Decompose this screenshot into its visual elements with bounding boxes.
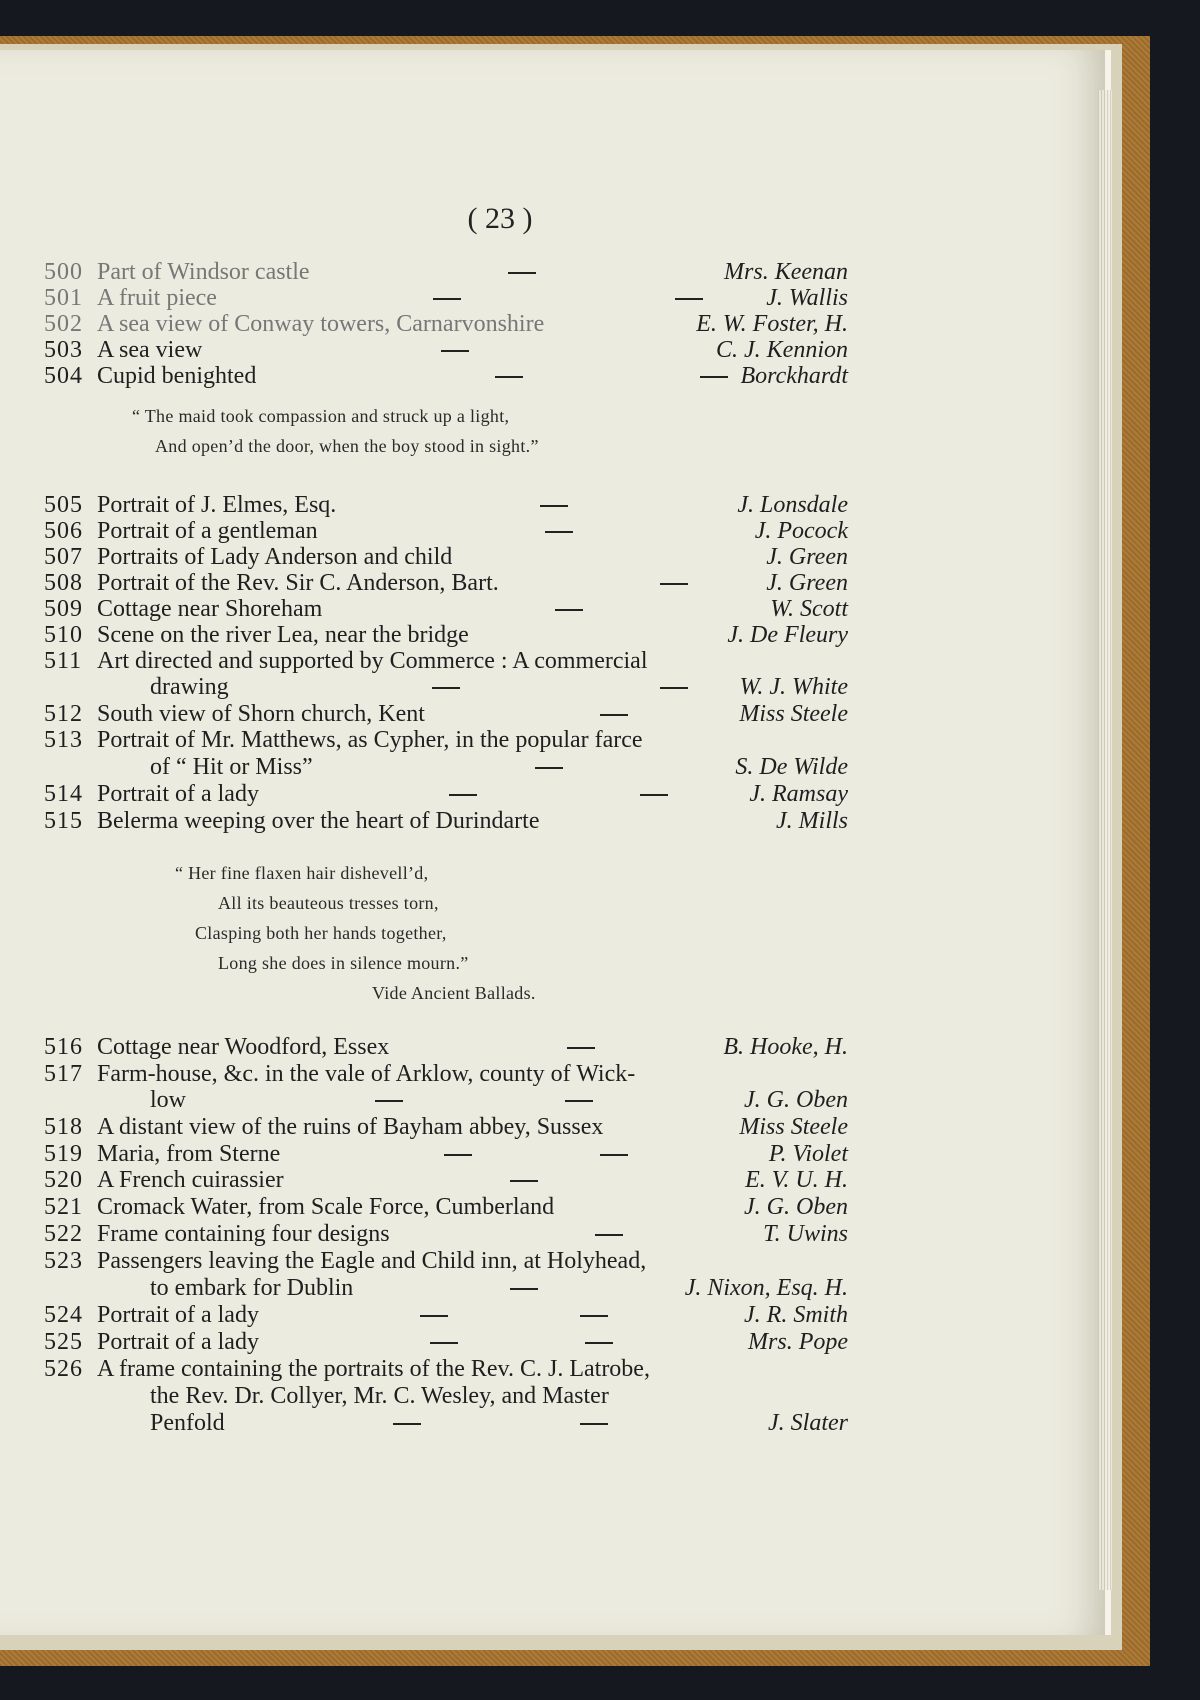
dash <box>540 505 568 507</box>
quote-504-line1: “ The maid took compassion and struck up a light, <box>132 406 510 426</box>
dash <box>580 1423 608 1425</box>
entry-number: 526 <box>44 1356 83 1382</box>
entry-title: Art directed and supported by Commerce : A commercial <box>97 648 648 674</box>
entry-504 <box>0 362 1100 390</box>
entry-526-continued-2 <box>0 1409 1100 1437</box>
dash <box>433 298 461 300</box>
entry-number: 508 <box>44 570 83 596</box>
entry-title: Portraits of Lady Anderson and child <box>97 544 453 570</box>
entry-510 <box>0 621 1100 649</box>
entry-title: Portrait of Mr. Matthews, as Cypher, in the popular farce <box>97 727 643 753</box>
quote-515-line2: All its beauteous tresses torn, <box>218 893 439 913</box>
entry-artist: P. Violet <box>768 1141 848 1167</box>
dash <box>449 794 477 796</box>
entry-title: Cottage near Woodford, Essex <box>97 1034 390 1060</box>
page-edge <box>1098 90 1112 1590</box>
entry-title: Cottage near Shoreham <box>97 596 323 622</box>
entry-title: A sea view <box>97 337 203 363</box>
dash <box>495 376 523 378</box>
entry-artist: Miss Steele <box>739 1114 848 1140</box>
entry-501 <box>0 284 1100 312</box>
entry-524 <box>0 1301 1100 1329</box>
entry-515 <box>0 807 1100 835</box>
entry-number: 515 <box>44 808 83 834</box>
entry-title: Portrait of a gentleman <box>97 518 318 544</box>
entry-518 <box>0 1113 1100 1141</box>
entry-502 <box>0 310 1100 338</box>
entry-number: 511 <box>44 648 83 674</box>
dash <box>567 1047 595 1049</box>
entry-title-continued: the Rev. Dr. Collyer, Mr. C. Wesley, and Master <box>150 1383 609 1409</box>
entry-title: Frame containing four designs <box>97 1221 390 1247</box>
entry-517 <box>0 1060 1100 1088</box>
dash <box>535 767 563 769</box>
dash <box>444 1154 472 1156</box>
entry-509 <box>0 595 1100 623</box>
entry-number: 525 <box>44 1329 83 1355</box>
entry-503 <box>0 336 1100 364</box>
dash <box>432 687 460 689</box>
entry-number: 514 <box>44 781 83 807</box>
quote-515-line3: Clasping both her hands together, <box>195 923 447 943</box>
entry-artist: J. Ramsay <box>749 781 848 807</box>
entry-title: Portrait of a lady <box>97 1302 259 1328</box>
entry-520 <box>0 1166 1100 1194</box>
entry-artist: J. Wallis <box>766 285 848 311</box>
entry-artist: J. Green <box>766 570 848 596</box>
entry-artist: E. W. Foster, H. <box>696 311 848 337</box>
entry-artist: Mrs. Pope <box>748 1329 848 1355</box>
entry-artist: J. Green <box>766 544 848 570</box>
entry-512 <box>0 700 1100 728</box>
entry-artist: Mrs. Keenan <box>724 259 848 285</box>
entry-title: Scene on the river Lea, near the bridge <box>97 622 469 648</box>
dash <box>580 1315 608 1317</box>
entry-artist: S. De Wilde <box>735 754 848 780</box>
entry-artist: J. Nixon, Esq. H. <box>684 1275 848 1301</box>
entry-title: South view of Shorn church, Kent <box>97 701 425 727</box>
entry-title-continued: of “ Hit or Miss” <box>150 754 313 780</box>
entry-artist: T. Uwins <box>763 1221 848 1247</box>
entry-526-continued <box>0 1382 1100 1410</box>
entry-title: Belerma weeping over the heart of Durindarte <box>97 808 540 834</box>
entry-number: 507 <box>44 544 83 570</box>
entry-artist: J. Mills <box>776 808 848 834</box>
dash <box>565 1100 593 1102</box>
entry-title: A French cuirassier <box>97 1167 284 1193</box>
entry-title: A fruit piece <box>97 285 217 311</box>
entry-number: 513 <box>44 727 83 753</box>
dash <box>600 714 628 716</box>
entry-number: 504 <box>44 363 83 389</box>
entry-number: 512 <box>44 701 83 727</box>
dash <box>700 376 728 378</box>
entry-number: 509 <box>44 596 83 622</box>
entry-title: Farm-house, &c. in the vale of Arklow, county of Wick- <box>97 1061 636 1087</box>
dash <box>545 531 573 533</box>
entry-514 <box>0 780 1100 808</box>
entry-number: 516 <box>44 1034 83 1060</box>
entry-505 <box>0 491 1100 519</box>
entry-516 <box>0 1033 1100 1061</box>
dash <box>441 350 469 352</box>
entry-525 <box>0 1328 1100 1356</box>
entry-artist: J. De Fleury <box>727 622 848 648</box>
entry-artist: J. Lonsdale <box>737 492 848 518</box>
page-number: ( 23 ) <box>467 202 533 235</box>
entry-521 <box>0 1193 1100 1221</box>
entry-523 <box>0 1247 1100 1275</box>
entry-title: Maria, from Sterne <box>97 1141 281 1167</box>
entry-artist: J. Pocock <box>754 518 848 544</box>
entry-number: 522 <box>44 1221 83 1247</box>
entry-title-continued: to embark for Dublin <box>150 1275 354 1301</box>
entry-513 <box>0 726 1100 754</box>
entry-title: A sea view of Conway towers, Carnarvonshire <box>97 311 545 337</box>
quote-504-line2: And open’d the door, when the boy stood in sight.” <box>155 436 539 456</box>
entry-title-continued: Penfold <box>150 1410 225 1436</box>
entry-number: 518 <box>44 1114 83 1140</box>
entry-number: 502 <box>44 311 83 337</box>
entry-artist: Miss Steele <box>739 701 848 727</box>
entry-number: 510 <box>44 622 83 648</box>
entry-title: Portrait of J. Elmes, Esq. <box>97 492 337 518</box>
entry-number: 503 <box>44 337 83 363</box>
entry-511 <box>0 647 1100 675</box>
catalogue-page <box>0 50 1111 1635</box>
dash <box>555 609 583 611</box>
entry-artist: J. G. Oben <box>744 1194 848 1220</box>
dash <box>660 583 688 585</box>
dash <box>510 1288 538 1290</box>
entry-artist: W. J. White <box>739 674 848 700</box>
quote-515-attribution: Vide Ancient Ballads. <box>372 983 536 1003</box>
entry-number: 505 <box>44 492 83 518</box>
entry-title: Portrait of a lady <box>97 1329 259 1355</box>
entry-507 <box>0 543 1100 571</box>
dash <box>508 272 536 274</box>
dash <box>585 1342 613 1344</box>
dash <box>393 1423 421 1425</box>
entry-artist: W. Scott <box>770 596 848 622</box>
entry-title: Part of Windsor castle <box>97 259 310 285</box>
entry-title: A frame containing the portraits of the Rev. C. J. Latrobe, <box>97 1356 650 1382</box>
entry-508 <box>0 569 1100 597</box>
dash <box>420 1315 448 1317</box>
entry-title: A distant view of the ruins of Bayham abbey, Sussex <box>97 1114 604 1140</box>
entry-522 <box>0 1220 1100 1248</box>
entry-artist: Borckhardt <box>740 363 848 389</box>
entry-number: 523 <box>44 1248 83 1274</box>
dash <box>375 1100 403 1102</box>
entry-523-continued <box>0 1274 1100 1302</box>
entry-number: 506 <box>44 518 83 544</box>
entry-title: Cupid benighted <box>97 363 257 389</box>
quote-515-line4: Long she does in silence mourn.” <box>218 953 469 973</box>
entry-title: Cromack Water, from Scale Force, Cumberland <box>97 1194 555 1220</box>
dash <box>660 687 688 689</box>
entry-number: 501 <box>44 285 83 311</box>
entry-artist: B. Hooke, H. <box>723 1034 848 1060</box>
entry-506 <box>0 517 1100 545</box>
entry-title: Portrait of the Rev. Sir C. Anderson, Bart. <box>97 570 499 596</box>
entry-artist: C. J. Kennion <box>716 337 848 363</box>
dash <box>595 1234 623 1236</box>
entry-number: 519 <box>44 1141 83 1167</box>
entry-519 <box>0 1140 1100 1168</box>
entry-500 <box>0 258 1100 286</box>
dash <box>430 1342 458 1344</box>
entry-number: 517 <box>44 1061 83 1087</box>
dash <box>640 794 668 796</box>
entry-artist: J. G. Oben <box>744 1087 848 1113</box>
entry-artist: E. V. U. H. <box>745 1167 848 1193</box>
dash <box>675 298 703 300</box>
entry-title: Portrait of a lady <box>97 781 259 807</box>
entry-title-continued: low <box>150 1087 186 1113</box>
entry-526 <box>0 1355 1100 1383</box>
quote-515-line1: “ Her fine flaxen hair dishevell’d, <box>175 863 429 883</box>
entry-number: 500 <box>44 259 83 285</box>
dash <box>510 1180 538 1182</box>
entry-title-continued: drawing <box>150 674 229 700</box>
entry-number: 521 <box>44 1194 83 1220</box>
dash <box>600 1154 628 1156</box>
entry-number: 524 <box>44 1302 83 1328</box>
entry-artist: J. R. Smith <box>744 1302 848 1328</box>
entry-number: 520 <box>44 1167 83 1193</box>
entry-517-continued <box>0 1086 1100 1114</box>
entry-title: Passengers leaving the Eagle and Child inn, at Holyhead, <box>97 1248 647 1274</box>
entry-artist: J. Slater <box>768 1410 848 1436</box>
entry-511-continued <box>0 673 1100 701</box>
entry-513-continued <box>0 753 1100 781</box>
